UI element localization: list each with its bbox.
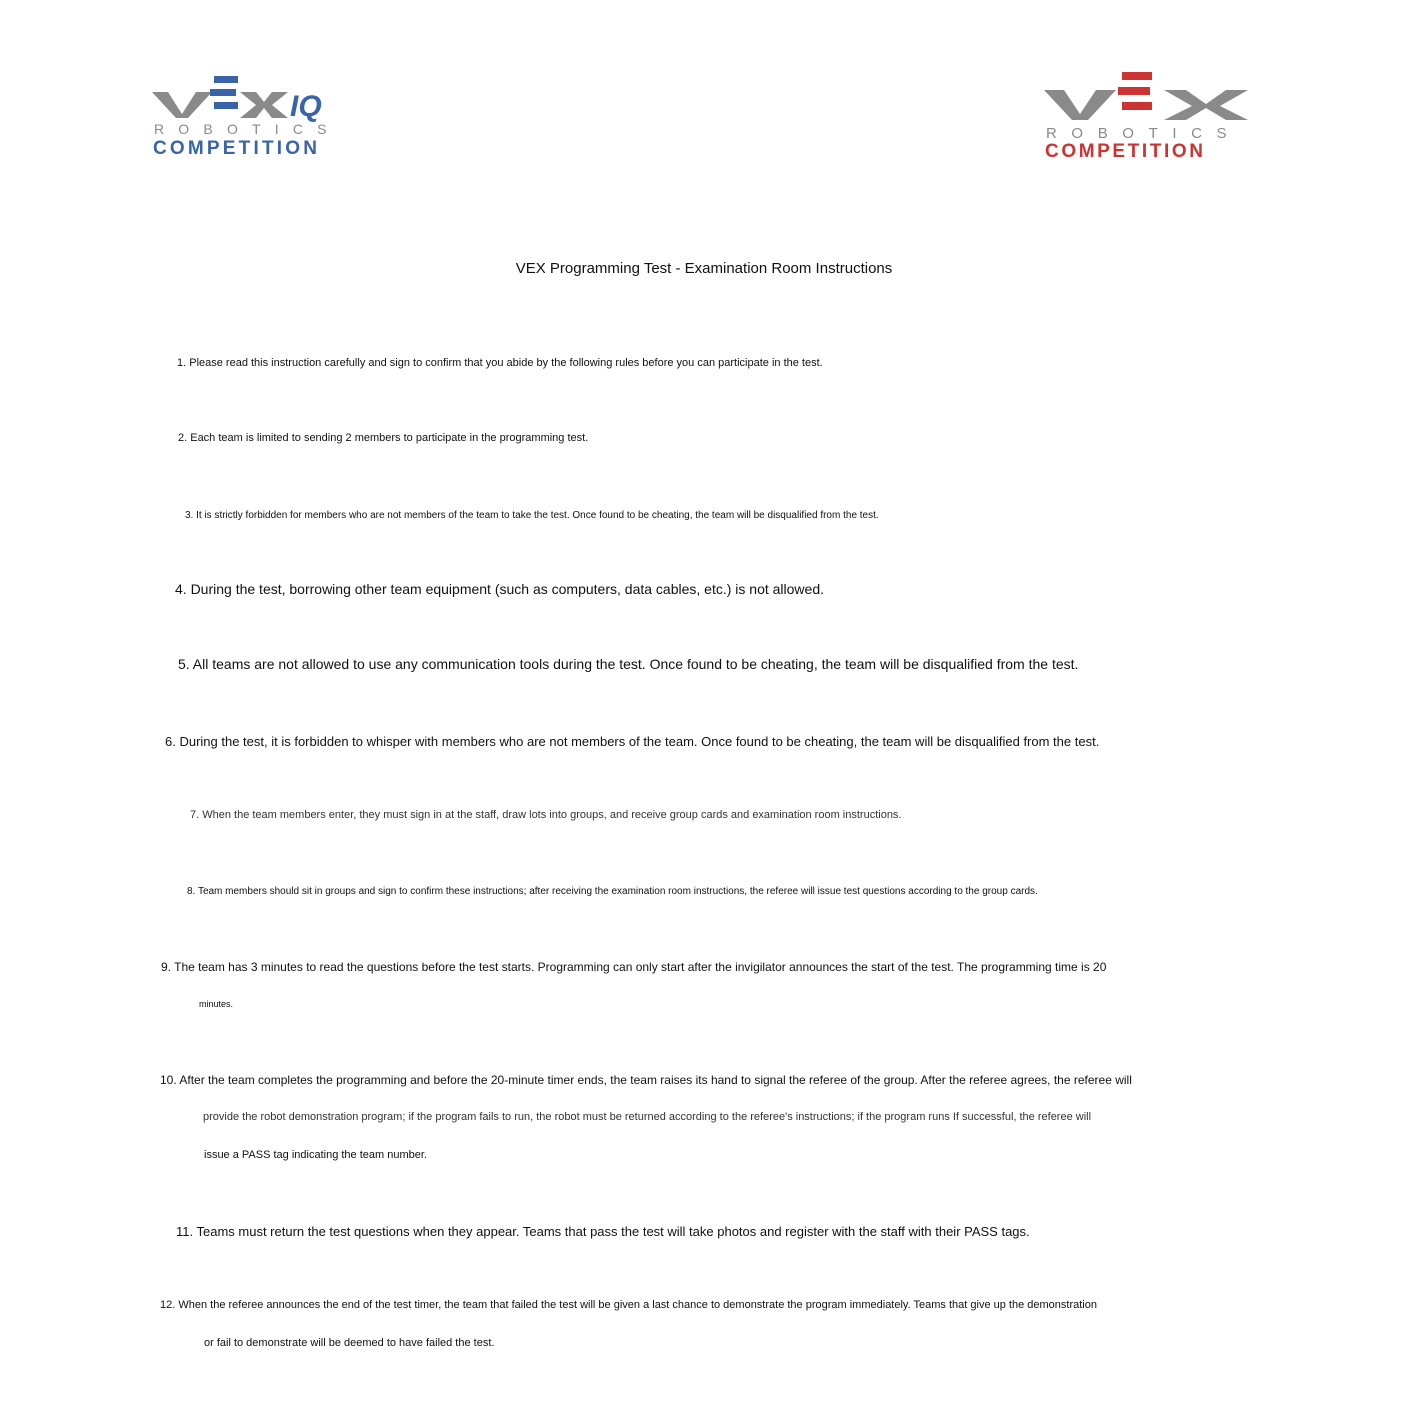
instruction-3: 3. It is strictly forbidden for members who are not members of the team to take the test. Once found to be cheating, the team will be disqualified from the test. — [185, 510, 879, 521]
document-title: VEX Programming Test - Examination Room Instructions — [515, 260, 893, 277]
vex-iq-logo — [152, 72, 358, 160]
instruction-1: 1. Please read this instruction carefully and sign to confirm that you abide by the following rules before you can participate in the test. — [177, 357, 823, 369]
instruction-12: 12. When the referee announces the end of the test timer, the team that failed the test will be given a last chance to demonstrate the program immediately. Teams that give up the demonstration — [160, 1299, 1097, 1311]
iq-mark: IQ — [290, 90, 322, 123]
robotics-label-right: ROBOTICS — [1046, 125, 1242, 142]
vex-robotics-competition-logo — [1044, 68, 1250, 160]
instruction-9: 9. The team has 3 minutes to read the questions before the test starts. Programming can only start after the invigilator announces the start of the test. The programming time is 20 — [161, 960, 1107, 974]
instruction-6: 6. During the test, it is forbidden to whisper with members who are not members of the team. Once found to be cheating, the team will be disqualified from the test. — [165, 734, 1100, 749]
instruction-12-cont: or fail to demonstrate will be deemed to have failed the test. — [204, 1337, 495, 1349]
competition-label-left: COMPETITION — [153, 138, 321, 159]
instruction-8: 8. Team members should sit in groups and sign to confirm these instructions; after receiving the examination room instructions, the referee will issue test questions according to the group cards. — [187, 886, 1038, 897]
instruction-10: 10. After the team completes the programming and before the 20-minute timer ends, the team raises its hand to signal the referee of the group. After the referee agrees, the referee will — [160, 1073, 1132, 1087]
instruction-10-cont-1: provide the robot demonstration program; if the program fails to run, the robot must be returned according to the referee's instructions; if the program runs If successful, the referee will — [203, 1111, 1092, 1123]
vex-iq-logo-graphic — [152, 72, 358, 160]
instruction-9-cont: minutes. — [199, 999, 234, 1009]
instruction-4: 4. During the test, borrowing other team equipment (such as computers, data cables, etc.) is not allowed. — [175, 581, 824, 597]
instruction-7: 7. When the team members enter, they must sign in at the staff, draw lots into groups, and receive group cards and examination room instructions. — [190, 809, 902, 821]
robotics-label-left: ROBOTICS — [154, 121, 341, 137]
vex-rc-logo-graphic — [1044, 68, 1250, 160]
instruction-5: 5. All teams are not allowed to use any communication tools during the test. Once found to be cheating, the team will be disqualified from the test. — [178, 656, 1079, 672]
instruction-11: 11. Teams must return the test questions when they appear. Teams that pass the test will take photos and register with the staff with their PASS tags. — [176, 1224, 1030, 1239]
instruction-2: 2. Each team is limited to sending 2 members to participate in the programming test. — [178, 432, 589, 444]
competition-label-right: COMPETITION — [1045, 141, 1206, 162]
instruction-10-cont-2: issue a PASS tag indicating the team number. — [204, 1149, 427, 1161]
